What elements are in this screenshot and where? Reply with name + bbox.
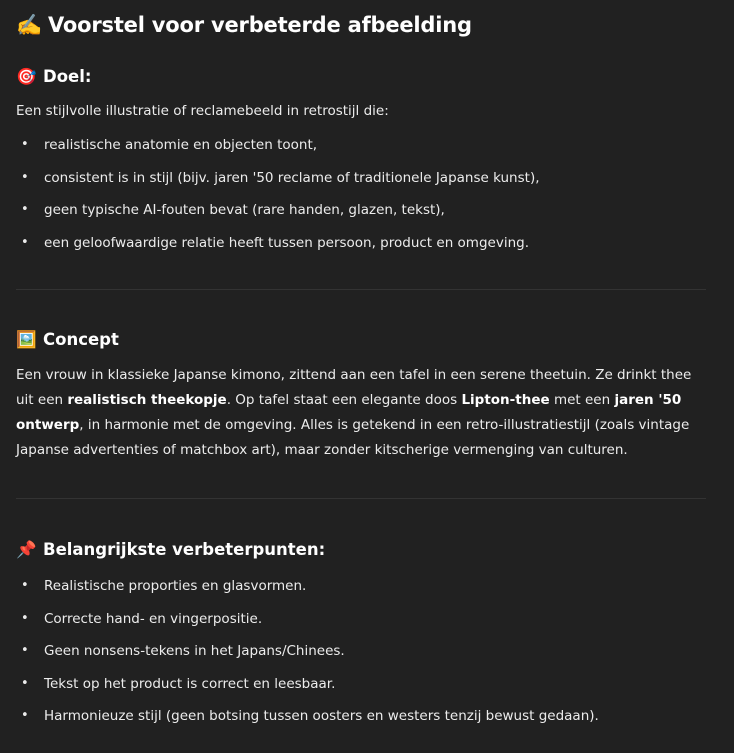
- concept-bold-lipton: Lipton-thee: [461, 392, 550, 408]
- list-item: [16, 641, 706, 674]
- list-item-text: Geen nonsens-tekens in het Japans/Chinees.: [44, 643, 345, 659]
- bullet-icon: •: [21, 643, 29, 658]
- section-divider: [16, 289, 706, 290]
- improvements-heading-text: Belangrijkste verbeterpunten:: [43, 540, 326, 559]
- improvements-list: [16, 576, 706, 739]
- bullet-icon: •: [21, 708, 29, 723]
- bullet-icon: •: [21, 578, 29, 593]
- writing-hand-icon: ✍️: [16, 13, 42, 37]
- concept-text-2: . Op tafel staat een elegante doos: [226, 392, 462, 408]
- goal-intro: Een stijlvolle illustratie of reclamebeeld in retrostijl die:: [16, 103, 389, 119]
- list-item-text: Correcte hand- en vingerpositie.: [44, 610, 263, 627]
- list-item-text: Tekst op het product is correct en leesbaar.: [44, 675, 336, 692]
- goal-heading-text: Doel:: [43, 67, 92, 86]
- concept-paragraph: [16, 363, 706, 463]
- concept-text-4: , in harmonie met de omgeving. Alles is getekend in een retro-illustratiestijl (zoals vintage Japanse advertenties of matchbox art), maar zonder kitscherige vermenging van culturen.: [16, 417, 690, 458]
- list-item-text: geen typische AI-fouten bevat (rare handen, glazen, tekst),: [44, 202, 445, 218]
- concept-text-3: met een: [549, 392, 615, 408]
- bullet-icon: •: [21, 610, 29, 626]
- page-title-text: Voorstel voor verbeterde afbeelding: [48, 13, 472, 37]
- concept-text-1: Een vrouw in klassieke Japanse kimono, zittend aan een tafel in een serene theetuin. Ze drinkt thee uit een: [16, 367, 692, 408]
- concept-heading: [16, 330, 119, 350]
- bullet-icon: •: [21, 675, 29, 691]
- list-item: [16, 576, 706, 609]
- list-item-text: consistent is in stijl (bijv. jaren '50 reclame of traditionele Japanse kunst),: [44, 169, 540, 186]
- list-item-text: Harmonieuze stijl (geen botsing tussen oosters en westers tenzij bewust gedaan).: [44, 708, 599, 724]
- framed-picture-icon: 🖼️: [16, 330, 37, 349]
- list-item-text: een geloofwaardige relatie heeft tussen persoon, product en omgeving.: [44, 234, 529, 251]
- list-item: [16, 706, 706, 739]
- list-item: [16, 168, 706, 201]
- list-item: [16, 609, 706, 642]
- concept-bold-fifties: jaren '50 ontwerp: [16, 392, 682, 433]
- page-title: [16, 13, 472, 38]
- pushpin-icon: 📌: [16, 540, 37, 559]
- bullet-icon: •: [21, 202, 29, 217]
- concept-heading-text: Concept: [43, 330, 119, 349]
- list-item: [16, 200, 706, 233]
- target-icon: 🎯: [16, 67, 37, 86]
- list-item-text: realistische anatomie en objecten toont,: [44, 137, 318, 153]
- list-item: [16, 674, 706, 707]
- list-item-text: Realistische proporties en glasvormen.: [44, 578, 307, 594]
- list-item: [16, 135, 706, 168]
- goal-list: [16, 135, 706, 265]
- improvements-heading: [16, 540, 325, 560]
- section-divider: [16, 498, 706, 499]
- bullet-icon: •: [21, 169, 29, 185]
- bullet-icon: •: [21, 137, 29, 152]
- bullet-icon: •: [21, 234, 29, 250]
- list-item: [16, 233, 706, 266]
- goal-heading: [16, 67, 91, 87]
- concept-bold-teacup: realistisch theekopje: [67, 392, 227, 408]
